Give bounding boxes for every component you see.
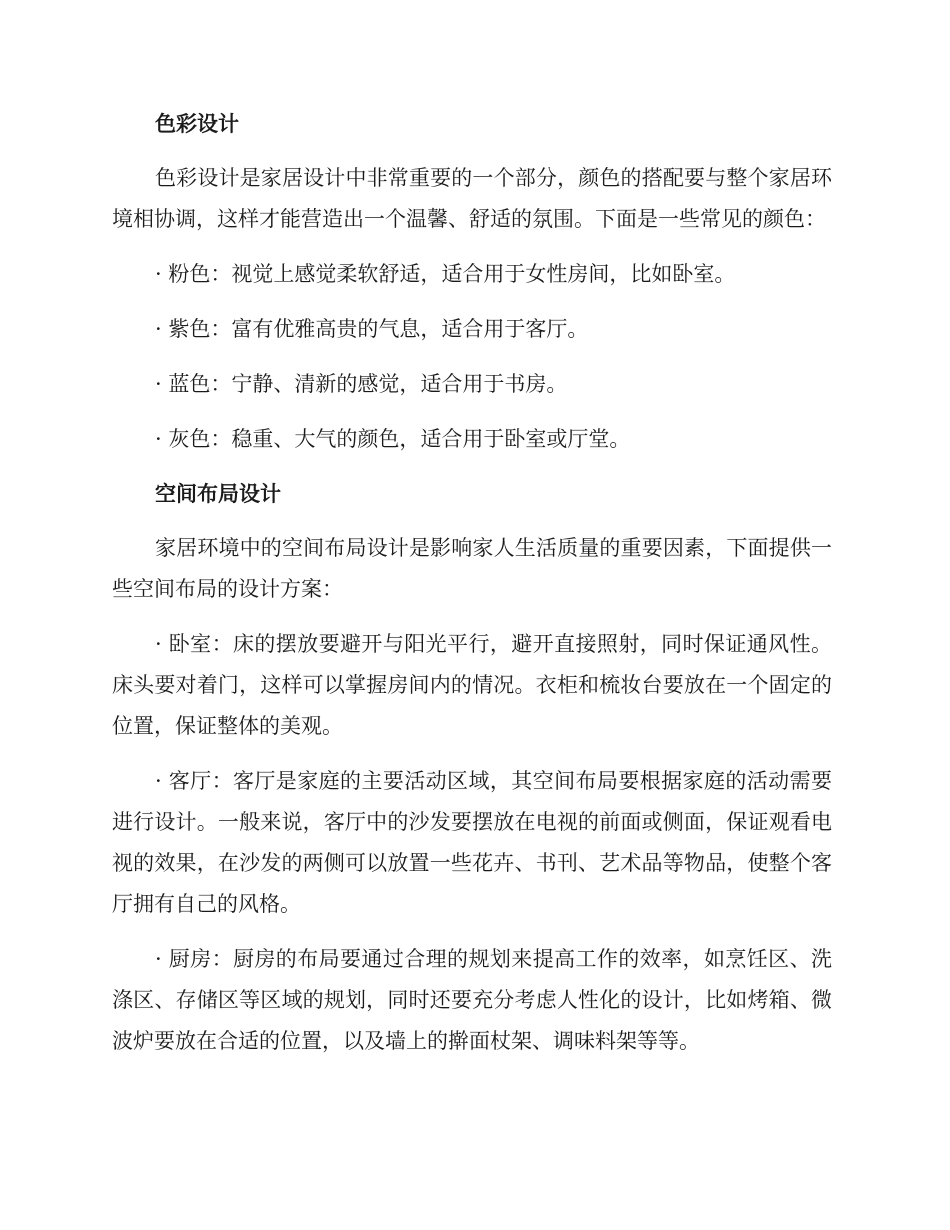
color-item-pink: · 粉色：视觉上感觉柔软舒适，适合用于女性房间，比如卧室。 bbox=[155, 262, 736, 286]
section-intro: 色彩设计是家居设计中非常重要的一个部分，颜色的搭配要与整个家居环境相协调，这样才能营造出一个温馨、舒适的氛围。下面是一些常见的颜色： bbox=[112, 166, 832, 231]
section-heading: 色彩设计 bbox=[155, 112, 239, 136]
color-item-gray: · 灰色：稳重、大气的颜色，适合用于卧室或厅堂。 bbox=[155, 427, 631, 451]
color-item-purple: · 紫色：富有优雅高贵的气息，适合用于客厅。 bbox=[155, 317, 589, 341]
layout-item-bedroom: · 卧室：床的摆放要避开与阳光平行，避开直接照射，同时保证通风性。床头要对着门，这样可以掌握房间内的情况。衣柜和梳妆台要放在一个固定的位置，保证整体的美观。 bbox=[112, 632, 832, 738]
layout-item-kitchen: · 厨房：厨房的布局要通过合理的规划来提高工作的效率，如烹饪区、洗涤区、存储区等区域的规划，同时还要充分考虑人性化的设计，比如烤箱、微波炉要放在合适的位置，以及墙上的擀面杖架、调味料架等等。 bbox=[112, 947, 832, 1053]
section-heading: 空间布局设计 bbox=[155, 482, 281, 506]
document-page bbox=[112, 104, 832, 1076]
layout-item-living-room: · 客厅：客厅是家庭的主要活动区域，其空间布局要根据家庭的活动需要进行设计。一般来说，客厅中的沙发要摆放在电视的前面或侧面，保证观看电视的效果，在沙发的两侧可以放置一些花卉、书刊、艺术品等物品，使整个客厅拥有自己的风格。 bbox=[112, 769, 832, 916]
section-intro: 家居环境中的空间布局设计是影响家人生活质量的重要因素，下面提供一些空间布局的设计方案： bbox=[112, 536, 832, 601]
color-item-blue: · 蓝色：宁静、清新的感觉，适合用于书房。 bbox=[155, 372, 568, 396]
